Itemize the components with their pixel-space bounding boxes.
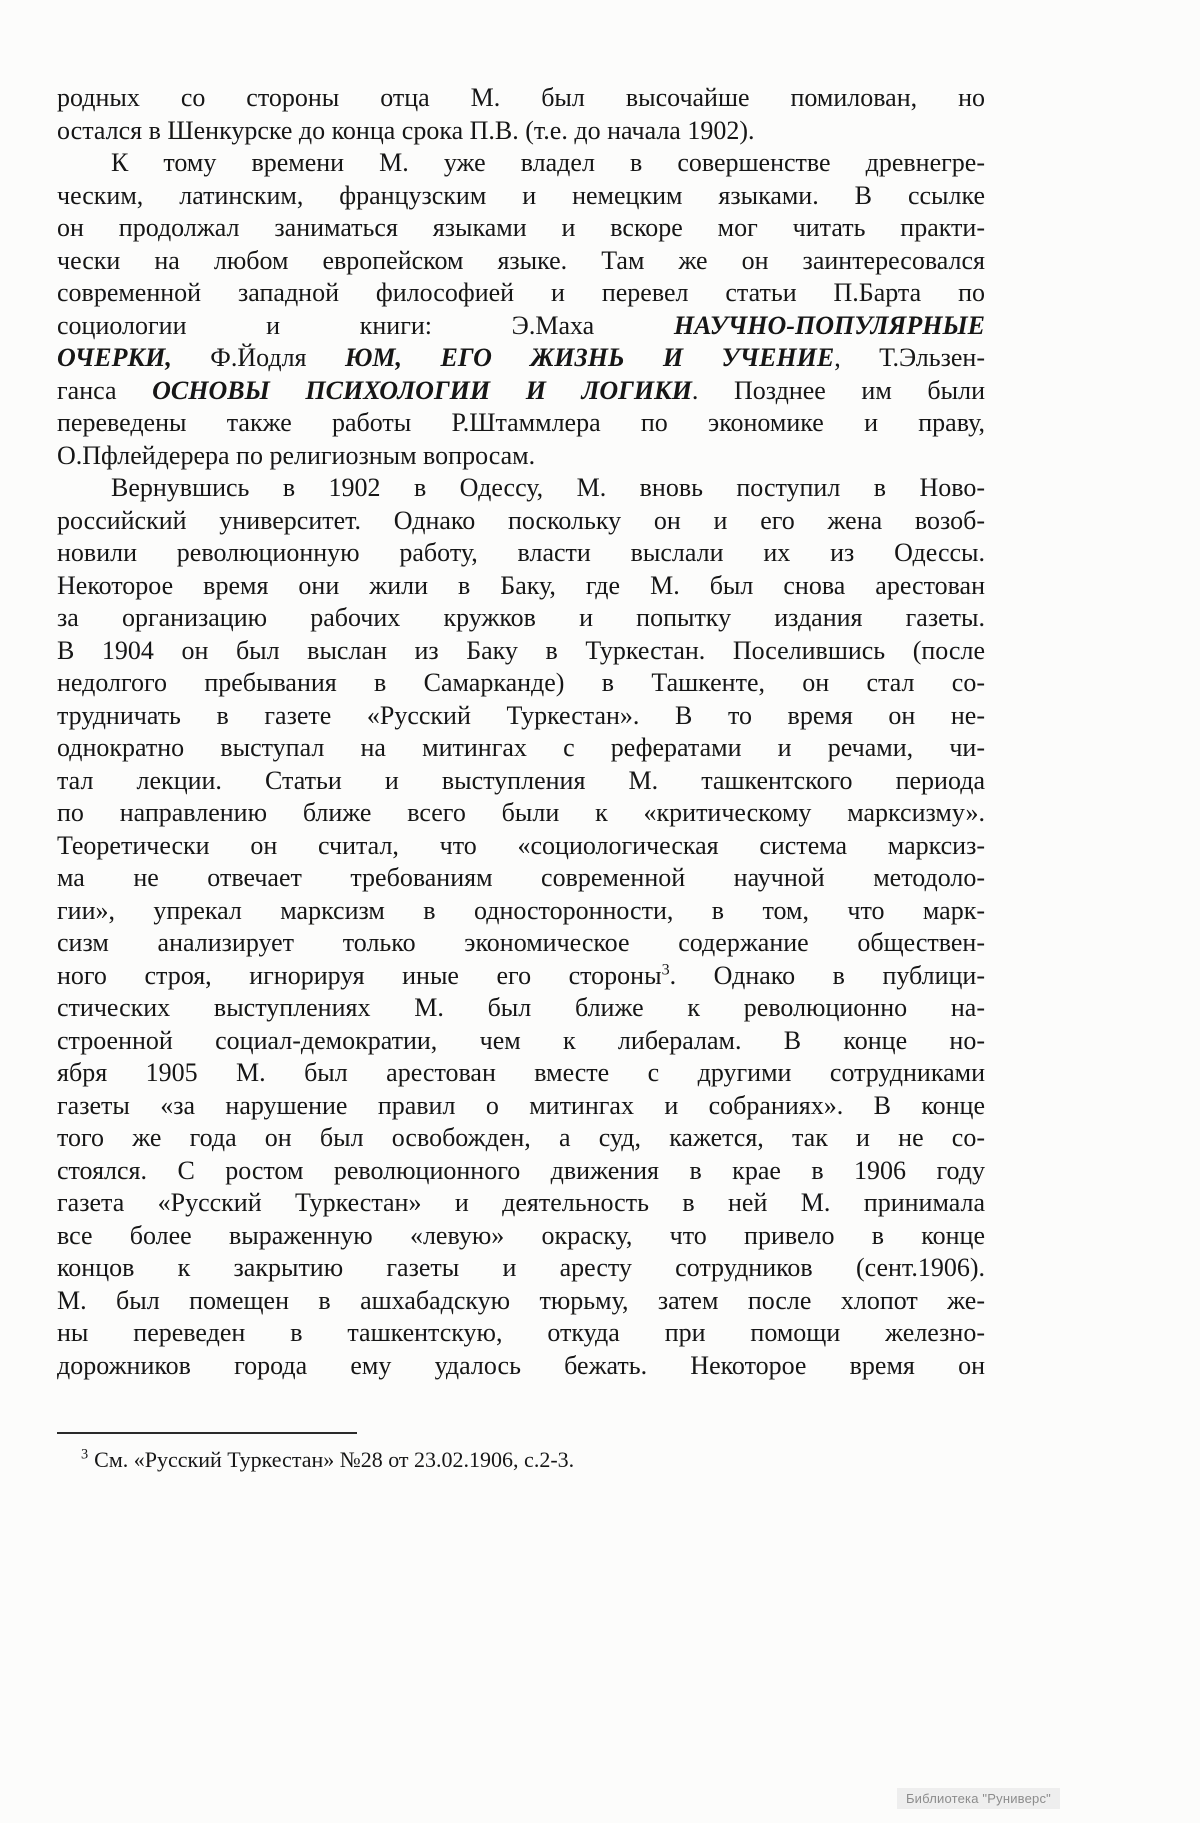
text-run: по направлению ближе всего были к «критическому марксизму». [57,798,985,827]
text-run: ны переведен в ташкентскую, откуда при помощи железно- [57,1318,985,1347]
text-line [57,180,985,213]
text-run: гии», упрекал марксизм в односторонности, в том, что марк- [57,895,985,925]
text-line [57,342,985,375]
text-run: социологии и книги: Э.Маха [57,310,674,340]
text-line [57,1057,985,1090]
paragraph [57,82,985,147]
paragraph [57,472,985,1382]
text-line [57,862,985,895]
footnote-marker: 3 [81,1446,89,1463]
text-line [57,895,985,928]
text-run: того же года он был освобожден, а суд, кажется, так и не со- [57,1123,985,1152]
book-title: ОСНОВЫ ПСИХОЛОГИИ И ЛОГИКИ [152,375,692,405]
text-line [57,1155,985,1188]
text-line [57,635,985,668]
text-run: ного строя, игнорируя иные его стороны [57,960,662,990]
text-run: трудничать в газете «Русский Туркестан». В то время он не- [57,700,985,730]
text-line [57,537,985,570]
text-run: недолгого пребывания в Самарканде) в Ташкенте, он стал со- [57,668,985,697]
text-line [57,245,985,278]
text-line [57,82,985,115]
text-run: российский университет. Однако поскольку он и его жена возоб- [57,505,985,535]
text-line [57,602,985,635]
text-run: ма не отвечает требованиям современной научной методоло- [57,863,985,892]
text-line [57,732,985,765]
text-line [57,472,985,505]
text-run: концов к закрытию газеты и аресту сотрудников (сент.1906). [57,1253,985,1282]
text-line [57,375,985,408]
text-run: Теоретически он считал, что «социологическая система марксиз- [57,830,985,860]
text-run: тал лекции. Статьи и выступления М. ташкентского периода [57,765,985,795]
text-line [57,960,985,993]
text-line [57,115,985,148]
text-run: Ф.Йодля [171,343,345,372]
text-line [57,1220,985,1253]
text-run: строенной социал-демократии, чем к либералам. В конце но- [57,1025,985,1055]
footnote-divider [57,1432,357,1434]
text-run: современной западной философией и перевел статьи П.Барта по [57,278,985,307]
text-run: . Однако в публици- [669,960,985,990]
text-run: Некоторое время они жили в Баку, где М. был снова арестован [57,570,985,600]
text-line [57,147,985,180]
text-run: Вернувшись в 1902 в Одессу, М. вновь поступил в Ново- [111,473,985,502]
text-run: за организацию рабочих кружков и попытку издания газеты. [57,603,985,632]
text-line [57,1090,985,1123]
text-run: новили революционную работу, власти выслали их из Одессы. [57,538,985,567]
text-line [57,1317,985,1350]
text-run: ческим, латинским, французским и немецким языками. В ссылке [57,180,985,210]
text-run: стических выступлениях М. был ближе к революционно на- [57,993,985,1022]
text-line [57,310,985,343]
book-title: НАУЧНО-ПОПУЛЯРНЫЕ [673,310,985,340]
paragraph [57,147,985,472]
footnote-text: См. «Русский Туркестан» №28 от 23.02.1906, с.2-3. [94,1447,575,1472]
footnote [57,1446,985,1473]
text-line [57,440,985,473]
footnote-ref: 3 [661,960,670,978]
text-run: переведены также работы Р.Штаммлера по экономике и праву, [57,408,985,437]
text-run: ганса [57,375,153,405]
text-run: дорожников города ему удалось бежать. Некоторое время он [57,1350,985,1380]
text-line [57,407,985,440]
text-run: газета «Русский Туркестан» и деятельность в ней М. принимала [57,1188,985,1217]
text-line [57,1025,985,1058]
text-line [57,830,985,863]
text-run: . Позднее им были [691,375,985,405]
book-title: ЮМ, ЕГО ЖИЗНЬ И УЧЕНИЕ [344,343,835,372]
text-run: сизм анализирует только экономическое содержание обществен- [57,928,985,957]
text-run: он продолжал заниматься языками и вскоре мог читать практи- [57,213,985,242]
watermark: Библиотека "Руниверс" [897,1788,1060,1809]
text-run: , Т.Эльзен- [834,343,985,372]
text-run: однократно выступал на митингах с рефератами и речами, чи- [57,733,985,762]
text-line [57,667,985,700]
text-line [57,505,985,538]
text-line [57,700,985,733]
text-line [57,1285,985,1318]
text-run: К тому времени М. уже владел в совершенстве древнегре- [111,148,985,177]
text-run: чески на любом европейском языке. Там же он заинтересовался [57,245,985,275]
text-run: остался в Шенкурске до конца срока П.В. (т.е. до начала 1902). [57,115,755,145]
text-line [57,1350,985,1383]
text-run: ября 1905 М. был арестован вместе с другими сотрудниками [57,1058,985,1087]
text-line [57,570,985,603]
text-run: В 1904 он был выслан из Баку в Туркестан. Поселившись (после [57,635,985,665]
text-run: О.Пфлейдерера по религиозным вопросам. [57,440,536,470]
text-line [57,797,985,830]
text-line [57,1122,985,1155]
text-line [57,212,985,245]
text-run: газеты «за нарушение правил о митингах и собраниях». В конце [57,1090,985,1120]
text-line [57,277,985,310]
text-run: все более выраженную «левую» окраску, что привело в конце [57,1220,985,1250]
text-line [57,927,985,960]
text-run: стоялся. С ростом революционного движения в крае в 1906 году [57,1155,985,1185]
text-line [57,992,985,1025]
text-block [57,82,985,1382]
text-line [57,1187,985,1220]
text-run: М. был помещен в ашхабадскую тюрьму, затем после хлопот же- [57,1285,985,1315]
book-title: ОЧЕРКИ, [57,343,172,372]
text-run: родных со стороны отца М. был высочайше помилован, но [57,83,985,112]
text-line [57,1252,985,1285]
text-line [57,765,985,798]
